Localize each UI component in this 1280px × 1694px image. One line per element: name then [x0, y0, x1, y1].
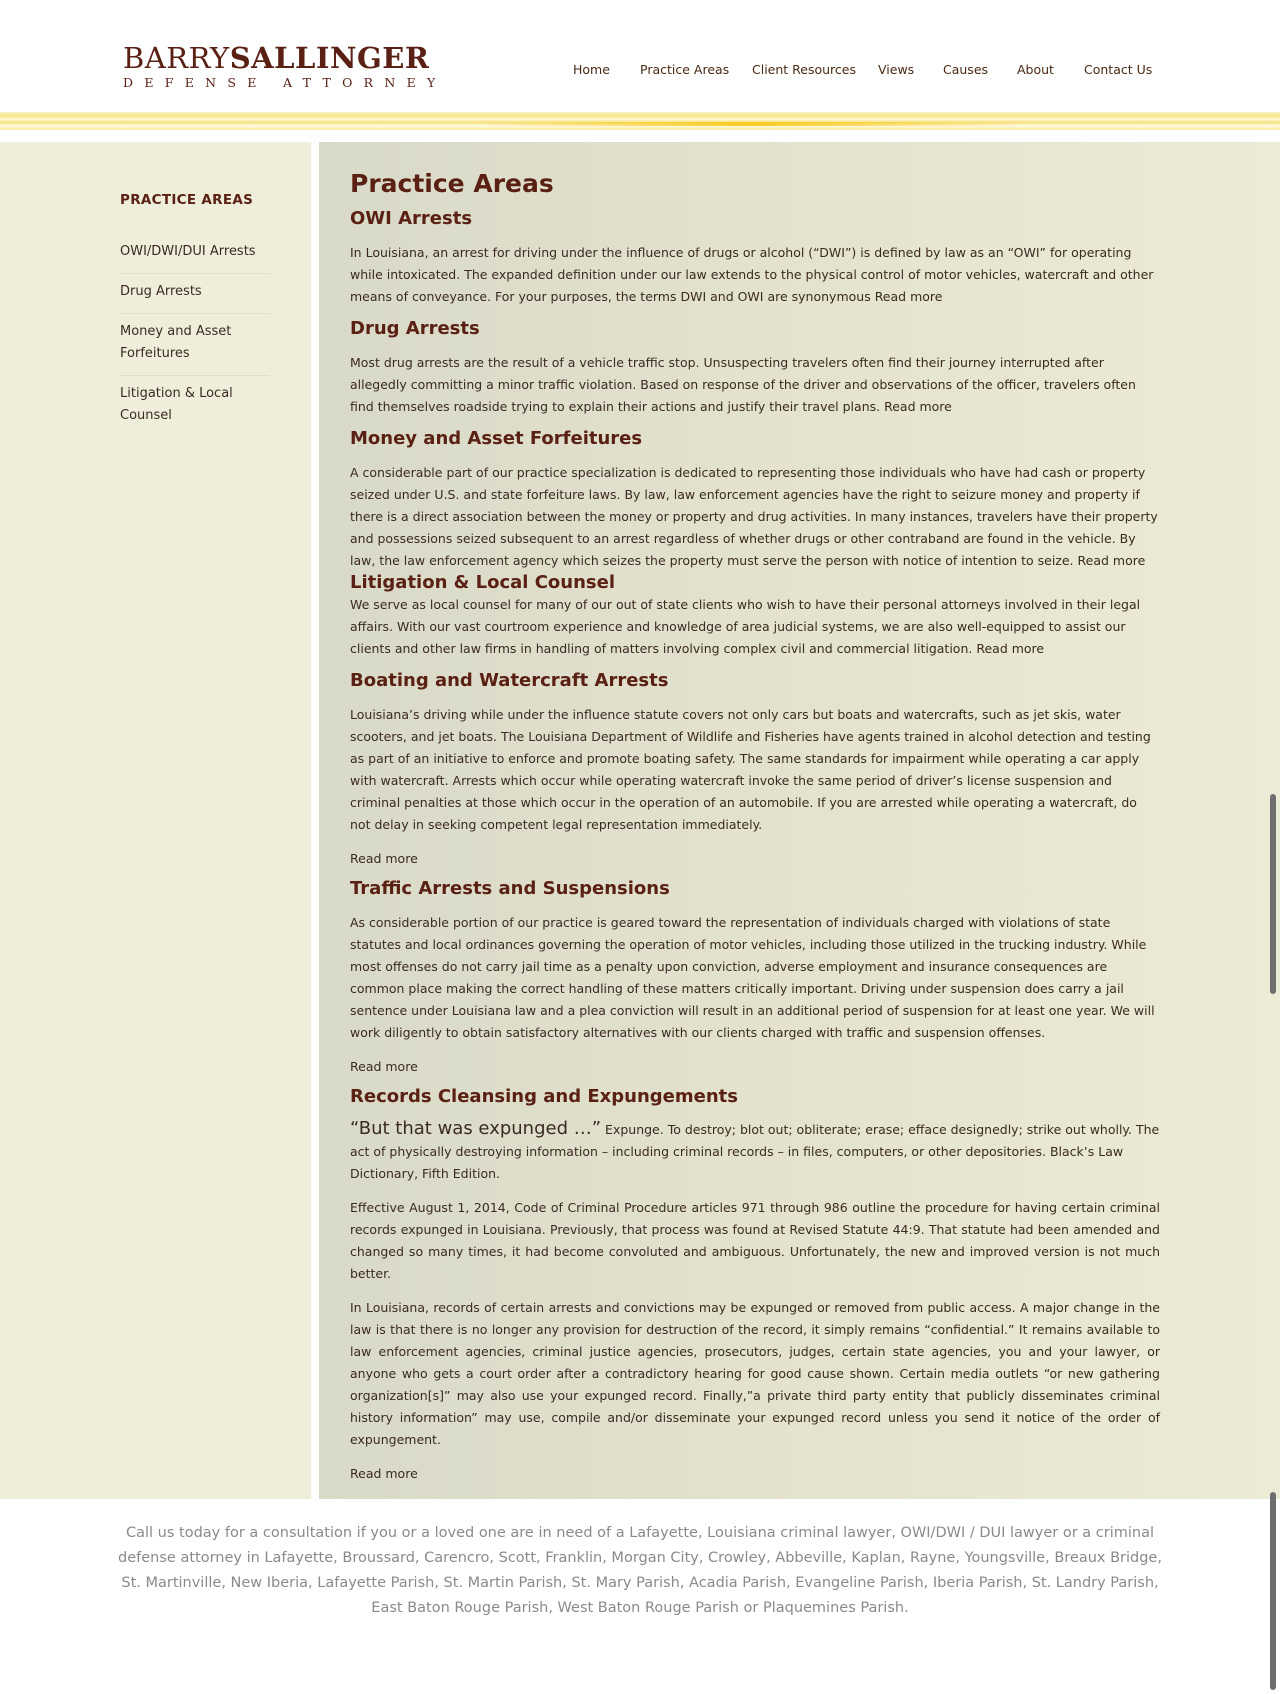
section-title-traffic: Traffic Arrests and Suspensions — [350, 878, 670, 899]
nav-practice-areas[interactable]: Practice Areas — [640, 62, 730, 77]
sidebar-item-money-asset[interactable]: Money and Asset Forfeitures — [120, 314, 270, 376]
section-title-boating: Boating and Watercraft Arrests — [350, 670, 669, 691]
nav-views[interactable]: Views — [878, 62, 915, 77]
content-body — [350, 168, 1160, 1485]
section-text-records: “But that was expunged …” Expunge. To destroy; blot out; obliterate; erase; efface designedly; strike out wholly. The act of physically destroying information – including criminal records – in files, computers, or other depositories. Black’s Law Dictionary, Fifth Edition. — [350, 1118, 1160, 1181]
nav-about[interactable]: About — [1017, 62, 1054, 77]
site-footer — [0, 1499, 1280, 1694]
section-text-boating: Louisiana’s driving while under the influence statute covers not only cars but boats and watercrafts, such as jet skis, water scooters, and jet boats. The Louisiana Department of Wildlife and Fisheries have agents trained in alcohol detection and testing as part of an initiative to enforce and promote boating safety. The same standards for impairment while operating a car apply with watercraft. Arrests which occur while operating watercraft invoke the same period of driver’s license suspension and criminal penalties at those which occur in the operation of an automobile. If you are arrested while operating a watercraft, do not delay in seeking competent legal representation immediately. — [350, 707, 1151, 832]
footer-text: Call us today for a consultation if you or a loved one are in need of a Lafayette, Louisiana criminal lawyer, OWI/DWI / DUI lawyer or a criminal defense attorney in Lafayette, Broussard, Carencro, Scott, Franklin, Morgan City, Crowley, Abbeville, Kaplan, Rayne, Youngsville, Breaux Bridge, St. Martinville, New Iberia, Lafayette Parish, St. Martin Parish, St. Mary Parish, Acadia Parish, Evangeline Parish, Iberia Parish, St. Landry Parish, East Baton Rouge Parish, West Baton Rouge Parish or Plaquemines Parish. — [118, 1525, 1162, 1616]
section-title-litigation: Litigation & Local Counsel — [350, 572, 616, 593]
section-text-owi: In Louisiana, an arrest for driving under the influence of drugs or alcohol (“DWI”) is defined by law as an “OWI” for operating while intoxicated. The expanded definition under our law extends to the physical control of motor vehicles, watercraft and other means of conveyance. For your purposes, the terms DWI and OWI are synonymous Read more — [350, 245, 1154, 304]
scrollbar-thumb[interactable] — [1270, 794, 1276, 994]
section-text-traffic: As considerable portion of our practice is geared toward the representation of individuals charged with violations of state statutes and local ordinances governing the operation of motor vehicles, including those utilized in the trucking industry. While most offenses do not carry jail time as a penalty upon conviction, adverse employment and insurance consequences are common place making the correct handling of these matters critically important. Driving under suspension does carry a jail sentence under Louisiana law and a plea conviction will result in an additional period of suspension for at least one year. We will work diligently to obtain satisfactory alternatives with our clients charged with traffic and suspension offenses. — [350, 915, 1155, 1040]
sidebar-item-litigation[interactable]: Litigation & Local Counsel — [120, 386, 233, 423]
section-text-money: A considerable part of our practice specialization is dedicated to representing those individuals who have had cash or property seized under U.S. and state forfeiture laws. By law, law enforcement agencies have the right to seizure money and property if there is a direct association between the money or property and drug activities. In many instances, travelers have their property and possessions seized subsequent to an arrest regardless of whether drugs or other contraband are found in the vehicle. By law, the law enforcement agency which seizes the property must serve the person with notice of intention to seize. Read more — [350, 465, 1158, 568]
header-stripe-highlight — [470, 122, 1030, 126]
records-quote: “But that was expunged …” — [350, 1118, 602, 1139]
read-more-boating[interactable]: Read more — [350, 851, 418, 866]
read-more-owi[interactable]: Read more — [874, 289, 943, 304]
main-nav — [0, 62, 1280, 82]
section-title-drug: Drug Arrests — [350, 318, 480, 339]
read-more-litigation[interactable]: Read more — [976, 641, 1045, 656]
nav-client-resources[interactable]: Client Resources — [752, 62, 856, 77]
nav-causes[interactable]: Causes — [943, 62, 989, 77]
section-title-owi: OWI Arrests — [350, 208, 473, 229]
section-text-records-3: In Louisiana, records of certain arrests and convictions may be expunged or removed from public access. A major change in the law is that there is no longer any provision for destruction of the record, it simply remains “confidential.” It remains available to law enforcement agencies, criminal justice agencies, prosecutors, judges, certain state agencies, you and your lawyer, or anyone who gets a court order after a contradictory hearing for good cause shown. Certain media outlets “or new gathering organization[s]” may also use your expunged record. Finally,”a private third party entity that publicly disseminates criminal history information” may use, compile and/or disseminate your expunged record unless you send it notice of the order of expungement. — [350, 1300, 1160, 1447]
read-more-drug[interactable]: Read more — [884, 399, 952, 414]
sidebar-list — [120, 234, 270, 437]
header-stripe — [0, 112, 1280, 130]
read-more-money[interactable]: Read more — [1077, 553, 1146, 568]
section-text-litigation: We serve as local counsel for many of our out of state clients who wish to have their personal attorneys involved in their legal affairs. With our vast courtroom experience and knowledge of area judicial systems, we are also well-equipped to assist our clients and other law firms in handling of matters involving complex civil and commercial litigation. Read more — [350, 597, 1141, 656]
page-title: Practice Areas — [350, 169, 554, 198]
site-header — [0, 0, 1280, 116]
section-text-drug: Most drug arrests are the result of a vehicle traffic stop. Unsuspecting travelers often find their journey interrupted after allegedly committing a minor traffic violation. Based on response of the driver and observations of the officer, travelers often find themselves roadside trying to explain their actions and justify their travel plans. Read more — [350, 355, 1136, 414]
logo-tagline: DEFENSE ATTORNEY — [123, 75, 447, 90]
sidebar — [0, 142, 311, 1499]
nav-home[interactable]: Home — [573, 62, 610, 77]
column-divider — [311, 142, 319, 1499]
scrollbar-thumb-secondary[interactable] — [1270, 1492, 1276, 1690]
sidebar-item-owi[interactable]: OWI/DWI/DUI Arrests — [120, 234, 270, 274]
logo-name: BARRYSALLINGER — [123, 41, 430, 75]
main-content — [319, 142, 1280, 1499]
section-title-records: Records Cleansing and Expungements — [350, 1086, 738, 1107]
read-more-records[interactable]: Read more — [350, 1466, 418, 1481]
section-title-money: Money and Asset Forfeitures — [350, 428, 643, 449]
section-text-records-2: Effective August 1, 2014, Code of Criminal Procedure articles 971 through 986 outline the procedure for having certain criminal records expunged in Louisiana. Previously, that process was found at Revised Statute 44:9. That statute had been amended and changed so many times, it had become convoluted and ambiguous. Unfortunately, the new and improved version is not much better. — [350, 1200, 1160, 1281]
read-more-traffic[interactable]: Read more — [350, 1059, 418, 1074]
sidebar-title: PRACTICE AREAS — [120, 192, 254, 208]
nav-contact-us[interactable]: Contact Us — [1084, 62, 1153, 77]
sidebar-item-drug-arrests[interactable]: Drug Arrests — [120, 274, 270, 314]
